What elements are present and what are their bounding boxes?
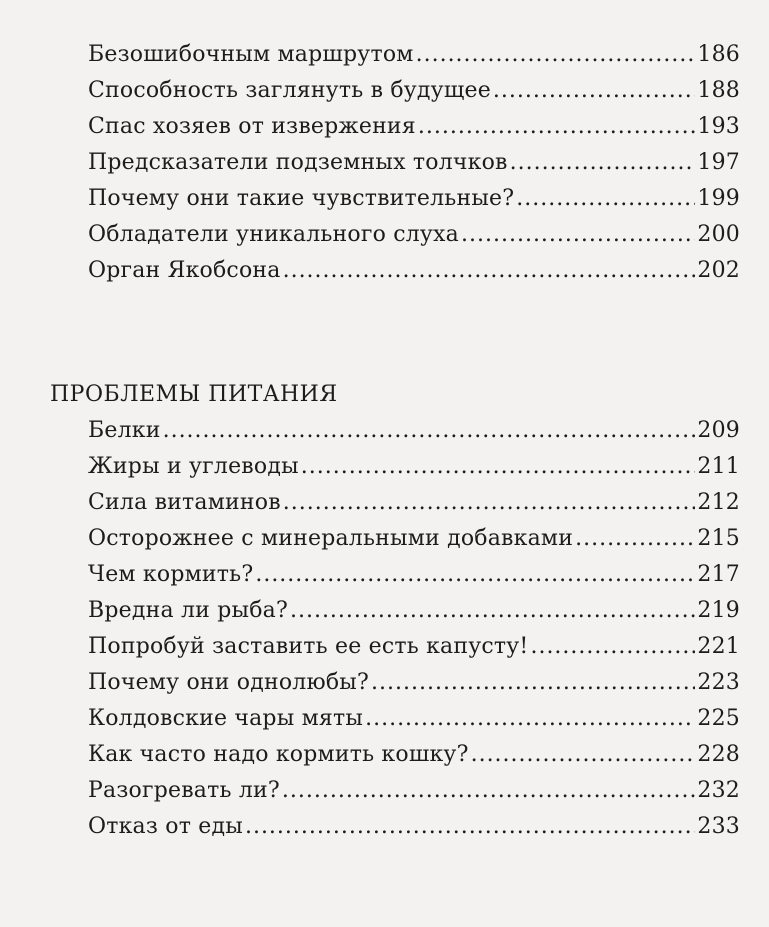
entry-title: Как часто надо кормить кошку?	[88, 742, 469, 767]
entry-title: Колдовские чары мяты	[88, 706, 364, 731]
toc-entry	[88, 521, 740, 557]
toc-entry	[88, 449, 740, 485]
toc-group-lower	[88, 413, 740, 845]
toc-entry	[88, 737, 740, 773]
entry-title: Почему они такие чувствительные?	[88, 186, 515, 211]
entry-page-number: 219	[697, 598, 740, 623]
entry-title: Отказ от еды	[88, 814, 243, 839]
entry-page-number: 215	[697, 526, 740, 551]
toc-entry	[88, 557, 740, 593]
entry-page-number: 211	[697, 454, 740, 479]
toc-group-upper	[88, 37, 740, 289]
entry-title: Чем кормить?	[88, 562, 254, 587]
entry-title: Спас хозяев от извержения	[88, 114, 416, 139]
leader-dots	[365, 701, 695, 737]
entry-page-number: 232	[697, 778, 740, 803]
leader-dots	[282, 773, 696, 809]
leader-dots	[255, 557, 695, 593]
entry-page-number: 199	[697, 186, 740, 211]
toc-entry	[88, 665, 740, 701]
leader-dots	[416, 37, 696, 73]
entry-page-number: 200	[697, 222, 740, 247]
toc-entry	[88, 253, 740, 289]
section-heading: ПРОБЛЕМЫ ПИТАНИЯ	[50, 382, 338, 407]
leader-dots	[163, 413, 696, 449]
toc-entry	[88, 773, 740, 809]
entry-title: Белки	[88, 418, 161, 443]
leader-dots	[575, 521, 695, 557]
toc-entry	[88, 37, 740, 73]
entry-page-number: 217	[697, 562, 740, 587]
entry-title: Обладатели уникального слуха	[88, 222, 459, 247]
entry-title: Вредна ли рыба?	[88, 598, 288, 623]
toc-entry	[88, 181, 740, 217]
leader-dots	[461, 217, 695, 253]
leader-dots	[471, 737, 696, 773]
toc-entry	[88, 109, 740, 145]
entry-title: Осторожнее с минеральными добавками	[88, 526, 574, 551]
entry-page-number: 228	[697, 742, 740, 767]
entry-title: Орган Якобсона	[88, 258, 281, 283]
entry-page-number: 212	[697, 490, 740, 515]
entry-page-number: 186	[697, 42, 740, 67]
entry-title: Попробуй заставить ее есть капусту!	[88, 634, 529, 659]
leader-dots	[371, 665, 695, 701]
entry-page-number: 221	[697, 634, 740, 659]
entry-page-number: 202	[697, 258, 740, 283]
entry-page-number: 209	[697, 418, 740, 443]
entry-title: Предсказатели подземных толчков	[88, 150, 508, 175]
leader-dots	[301, 449, 696, 485]
leader-dots	[530, 629, 695, 665]
toc-entry	[88, 145, 740, 181]
entry-title: Жиры и углеводы	[88, 454, 299, 479]
leader-dots	[245, 809, 695, 845]
leader-dots	[516, 181, 695, 217]
entry-page-number: 193	[697, 114, 740, 139]
toc-entry	[88, 217, 740, 253]
leader-dots	[418, 109, 696, 145]
entry-page-number: 233	[697, 814, 740, 839]
toc-entry	[88, 593, 740, 629]
leader-dots	[510, 145, 696, 181]
entry-title: Безошибочным маршрутом	[88, 42, 414, 67]
entry-title: Способность заглянуть в будущее	[88, 78, 491, 103]
toc-entry	[88, 413, 740, 449]
leader-dots	[283, 253, 696, 289]
entry-title: Сила витаминов	[88, 490, 281, 515]
entry-page-number: 197	[697, 150, 740, 175]
toc-entry	[88, 629, 740, 665]
toc-entry	[88, 73, 740, 109]
entry-page-number: 225	[697, 706, 740, 731]
toc-entry	[88, 809, 740, 845]
toc-entry	[88, 485, 740, 521]
entry-title: Разогревать ли?	[88, 778, 280, 803]
entry-page-number: 188	[697, 78, 740, 103]
leader-dots	[493, 73, 695, 109]
leader-dots	[290, 593, 695, 629]
toc-entry	[88, 701, 740, 737]
entry-title: Почему они однолюбы?	[88, 670, 369, 695]
leader-dots	[283, 485, 696, 521]
entry-page-number: 223	[697, 670, 740, 695]
